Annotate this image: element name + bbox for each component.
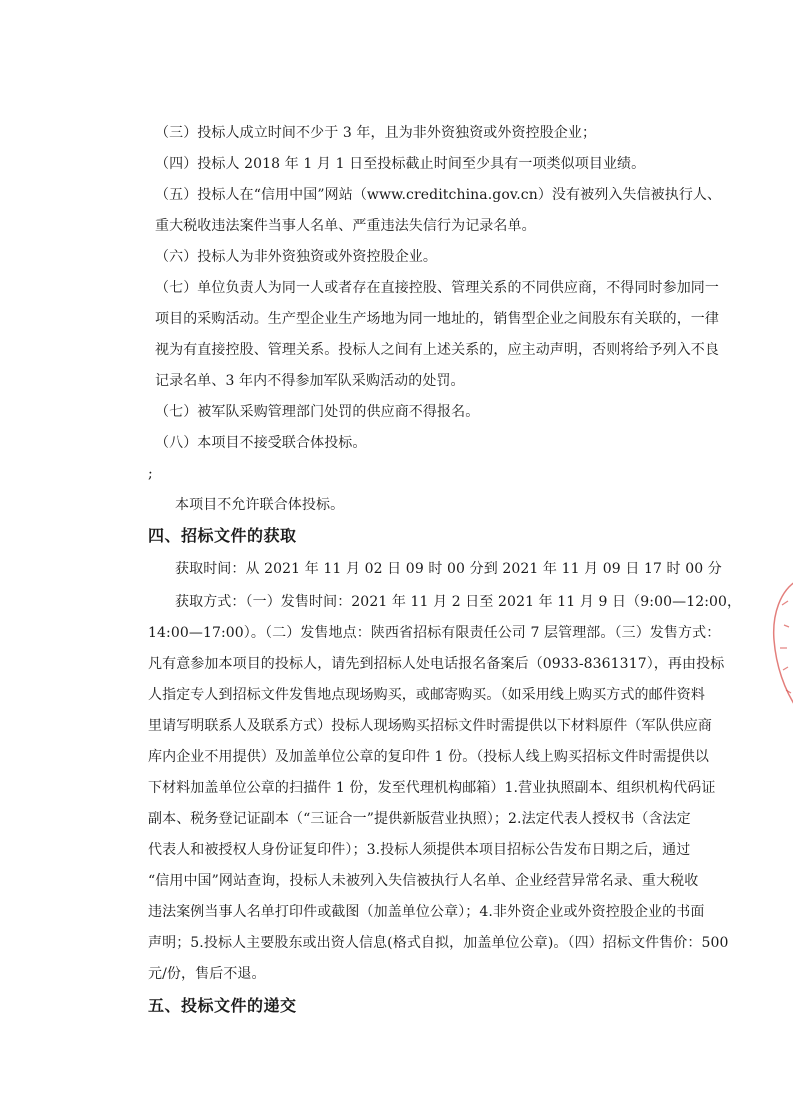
req-line-9: 记录名单、3 年内不得参加军队采购活动的处罚。 <box>155 373 465 389</box>
req-line-8: 视为有直接控股、管理关系。投标人之间有上述关系的，应主动声明，否则将给予列入不良 <box>155 342 719 358</box>
section5-heading: 五、投标文件的递交 <box>148 996 297 1015</box>
req-line-1: （三）投标人成立时间不少于 3 年，且为非外资独资或外资控股企业； <box>155 125 597 141</box>
section4-line-11: “信用中国”网站查询，投标人未被列入失信被执行人名单、企业经营异常名录、重大税收 <box>148 873 699 889</box>
req-line-4: 重大税收违法案件当事人名单、严重违法失信行为记录名单。 <box>155 218 536 234</box>
section4-line-8: 下材料加盖单位公章的扫描件 1 份，发至代理机构邮箱）1.营业执照副本、组织机构代码证 <box>148 780 716 796</box>
semicolon-line: ; <box>148 466 153 482</box>
section4-line-14: 元/份，售后不退。 <box>148 966 266 982</box>
req-line-5: （六）投标人为非外资独资或外资控股企业。 <box>155 249 437 265</box>
red-seal-stamp <box>760 570 793 720</box>
section4-line-6: 里请写明联系人及联系方式）投标人现场购买招标文件时需提供以下材料原件（军队供应商 <box>148 718 712 734</box>
section4-heading: 四、招标文件的获取 <box>148 526 297 545</box>
req-line-6: （七）单位负责人为同一人或者存在直接控股、管理关系的不同供应商，不得同时参加同一 <box>155 280 719 296</box>
section4-line-5: 人指定专人到招标文件发售地点现场购买，或邮寄购买。（如采用线上购买方式的邮件资料 <box>148 687 705 703</box>
section4-line-9: 副本、税务登记证副本（“三证合一”提供新版营业执照）；2.法定代表人授权书（含法定 <box>148 811 691 827</box>
section4-line-4: 凡有意参加本项目的投标人，请先到招标人处电话报名备案后（0933-8361317），再由投标 <box>148 656 725 672</box>
section4-line-13: 声明；5.投标人主要股东或出资人信息(格式自拟，加盖单位公章)。（四）招标文件售价：500 <box>148 935 729 951</box>
section4-line-12: 违法案例当事人名单打印件或截图（加盖单位公章）；4.非外资企业或外资控股企业的书面 <box>148 904 705 920</box>
section4-line-10: 代表人和被授权人身份证复印件）；3.投标人须提供本项目招标公告发布日期之后，通过 <box>148 842 691 858</box>
section4-line-7: 库内企业不用提供）及加盖单位公章的复印件 1 份。（投标人线上购买招标文件时需提供以 <box>148 749 710 765</box>
req-line-3: （五）投标人在“信用中国”网站（www.creditchina.gov.cn）没有被列入失信被执行人、 <box>155 187 722 203</box>
req-line-2: （四）投标人 2018 年 1 月 1 日至投标截止时间至少具有一项类似项目业绩。 <box>155 156 646 172</box>
req-line-11: （八）本项目不接受联合体投标。 <box>155 435 367 451</box>
req-line-10: （七）被军队采购管理部门处罚的供应商不得报名。 <box>155 404 480 420</box>
section4-line-1: 获取时间：从 2021 年 11 月 02 日 09 时 00 分到 2021 年 11 月 09 日 17 时 00 分 <box>175 561 722 577</box>
section4-line-2: 获取方式：（一）发售时间：2021 年 11 月 2 日至 2021 年 11 月 9 日（9:00—12:00， <box>175 594 742 610</box>
section4-line-3: 14:00—17:00）。（二）发售地点：陕西省招标有限责任公司 7 层管理部。（三）发售方式： <box>148 625 721 641</box>
consortium-note: 本项目不允许联合体投标。 <box>175 497 345 513</box>
req-line-7: 项目的采购活动。生产型企业生产场地为同一地址的，销售型企业之间股东有关联的，一律 <box>155 311 719 327</box>
